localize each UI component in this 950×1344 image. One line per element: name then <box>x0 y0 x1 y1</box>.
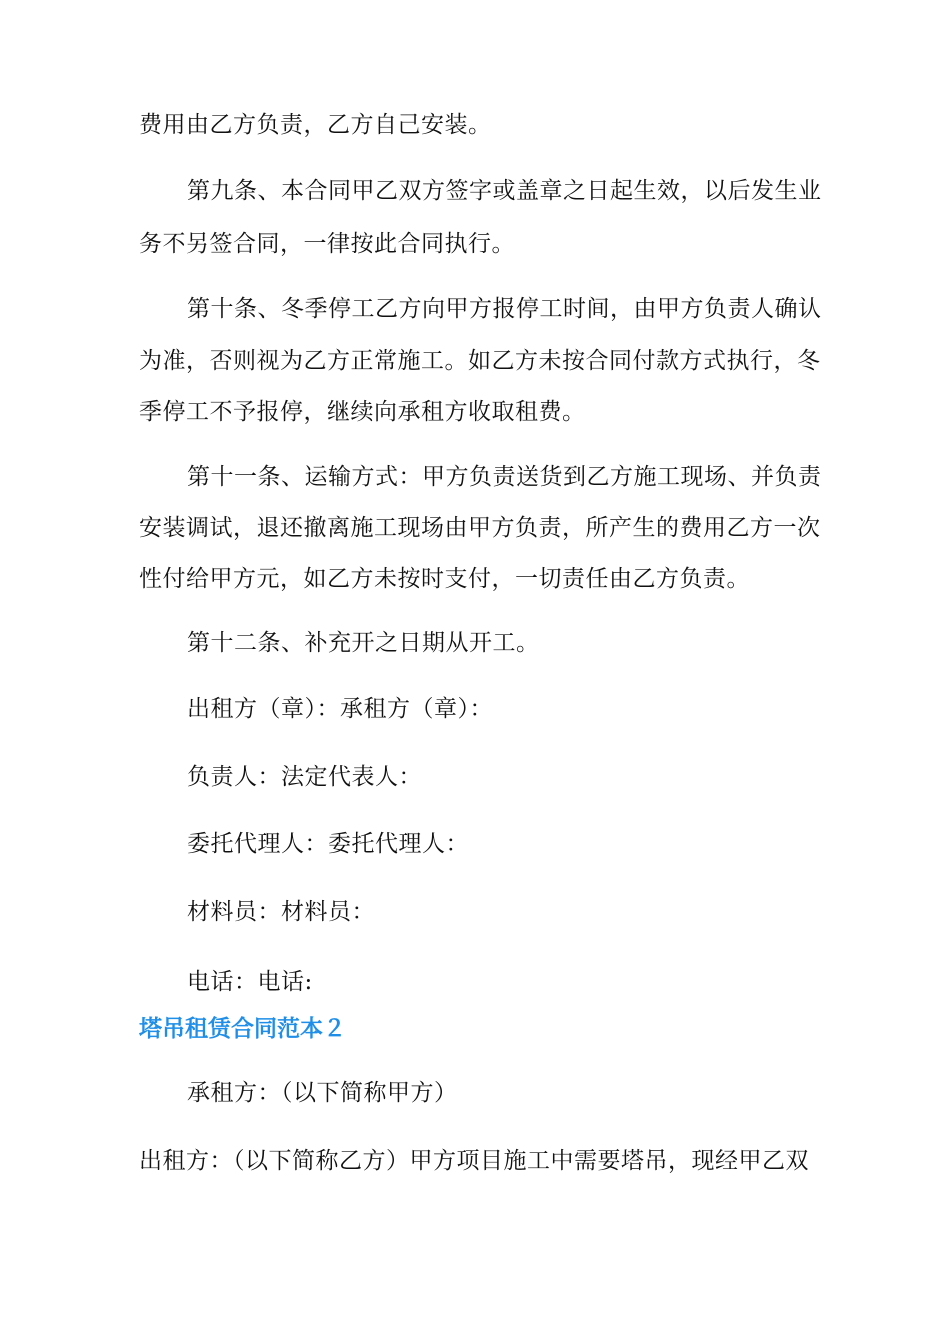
article-10-line-3: 季停工不予报停，继续向承租方收取租费。 <box>139 399 586 425</box>
article-11-line-3: 性付给甲方元，如乙方未按时支付，一切责任由乙方负责。 <box>139 566 750 592</box>
signature-phone-line: 电话：电话: <box>187 969 313 995</box>
signature-responsible-line: 负责人：法定代表人： <box>187 764 422 790</box>
article-10-line-2: 为准，否则视为乙方正常施工。如乙方未按合同付款方式执行，冬 <box>139 348 821 374</box>
signature-material-line: 材料员：材料员： <box>187 899 375 925</box>
lessee-line: 承租方：（以下简称甲方） <box>187 1080 458 1106</box>
lessor-line: 出租方：（以下简称乙方）甲方项目施工中需要塔吊，现经甲乙双 <box>139 1148 809 1174</box>
article-9-line-2: 务不另签合同，一律按此合同执行。 <box>139 231 515 257</box>
section-heading: 塔吊租赁合同范本２ <box>139 1016 346 1042</box>
text-line: 费用由乙方负责，乙方自己安装。 <box>139 112 492 138</box>
article-11-line-2: 安装调试，退还撤离施工现场由甲方负责，所产生的费用乙方一次 <box>139 515 821 541</box>
signature-party-line: 出租方（章）：承租方（章）： <box>187 696 493 722</box>
article-11-line-1: 第十一条、运输方式：甲方负责送货到乙方施工现场、并负责 <box>187 464 822 490</box>
article-12-line: 第十二条、补充开之日期从开工。 <box>187 630 540 656</box>
article-10-line-1: 第十条、冬季停工乙方向甲方报停工时间，由甲方负责人确认 <box>187 296 822 322</box>
article-9-line-1: 第九条、本合同甲乙双方签字或盖章之日起生效，以后发生业 <box>187 178 822 204</box>
signature-agent-line: 委托代理人：委托代理人： <box>187 831 469 857</box>
